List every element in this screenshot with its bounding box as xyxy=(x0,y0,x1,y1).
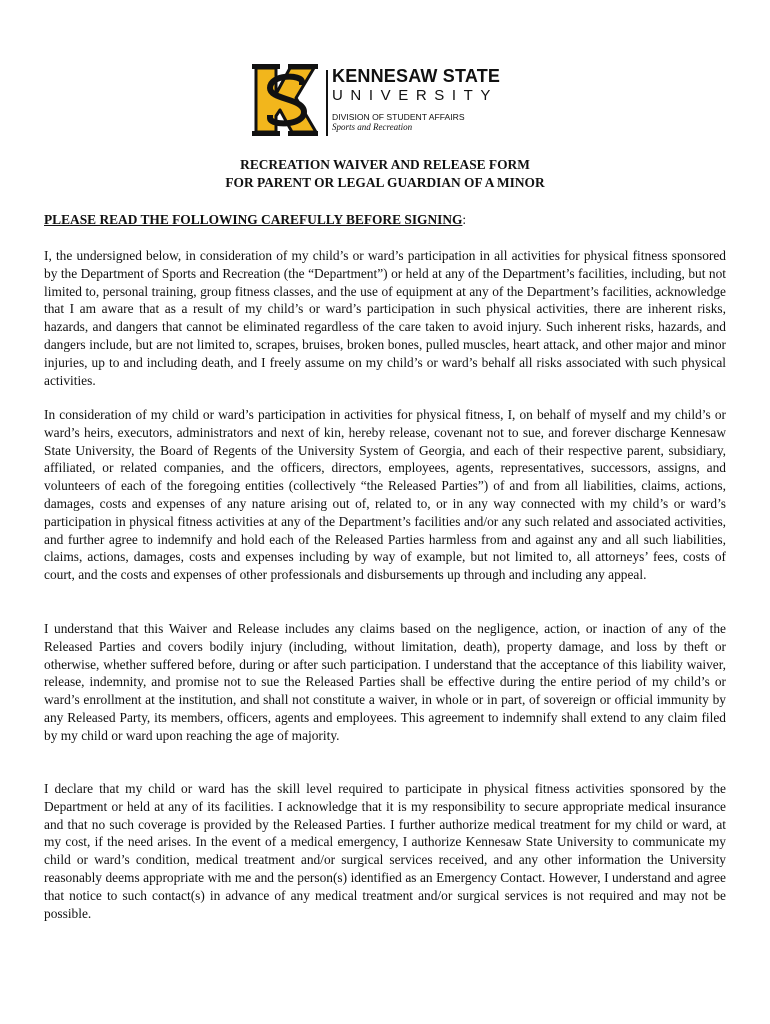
logo-wordmark xyxy=(332,66,532,132)
form-title-line1: RECREATION WAIVER AND RELEASE FORM xyxy=(240,157,530,172)
signing-instruction xyxy=(44,211,726,229)
logo-department: Sports and Recreation xyxy=(332,122,413,132)
paragraph-medical-authorization: I declare that my child or ward has the skill level required to participate in physical fitness activities sponsored by the Department or held at any of its facilities. I acknowledge that it is my responsibility to secure appropriate medical insurance and that no such coverage is provided by the Released Parties. I further authorize medical treatment for my child or ward, at my cost, if the need arises. In the event of a medical emergency, I authorize Kennesaw State University to communicate my child or ward’s condition, medical treatment and/or surgical services received, and any other information the University reasonably deems appropriate with me and the person(s) identified as an Emergency Contact. However, I understand and agree that notice to such contact(s) in advance of any medical treatment and/or surgical services is not required and may not be possible. xyxy=(44,781,726,921)
university-logo xyxy=(252,64,532,144)
logo-division: DIVISION OF STUDENT AFFAIRS xyxy=(332,112,465,122)
logo-university-word: UNIVERSITY xyxy=(332,87,499,104)
paragraph-release: In consideration of my child or ward’s participation in activities for physical fitness, I, on behalf of myself and my child’s or ward’s heirs, executors, administrators and next of kin, hereby release, covenant not to sue, and forever discharge Kennesaw State University, the Board of Regents of the University System of Georgia, and each of their respective parent, subsidiary, affiliated, or related companies, and the officers, directors, employees, agents, representatives, successors, assigns, and volunteers of each of the foregoing entities (collectively “the Released Parties”) of and from all liabilities, claims, actions, damages, costs and expenses of any nature arising out of, related to, or in any way connected with my child’s or ward’s participation in physical fitness activities at any of the Department’s facilities and/or any such related and associated activities, and further agree to indemnify and hold each of the Released Parties harmless from and against any and all such liabilities, claims, actions, damages, costs and expenses including by way of example, but not limited to, all attorneys’ fees, costs of court, and the costs and expenses of other professionals and disbursements up through and including any appeal. xyxy=(44,407,726,583)
paragraph-negligence-scope: I understand that this Waiver and Release includes any claims based on the negligence, action, or inaction of any of the Released Parties and covers bodily injury (including, without limitation, death), property damage, and loss by theft or otherwise, whether suffered before, during or after such participation. I understand that the acceptance of this liability waiver, release, indemnity, and promise not to sue the Released Parties shall be effective during the entire period of my child’s or ward’s enrollment at the institution, and shall not constitute a waiver, in whole or in part, of sovereign or official immunity by any Released Party, its members, officers, agents and employees. This agreement to indemnify shall extend to any claim filed by my child or ward upon reaching the age of majority. xyxy=(44,621,726,743)
logo-divider xyxy=(326,70,328,136)
instruction-colon: : xyxy=(462,212,467,227)
instruction-text: PLEASE READ THE FOLLOWING CAREFULLY BEFORE SIGNING xyxy=(44,212,463,227)
ksu-monogram-logo xyxy=(252,64,322,136)
logo-university-name: KENNESAW STATE xyxy=(332,66,501,86)
paragraph-risk-acknowledgement: I, the undersigned below, in consideration of my child’s or ward’s participation in all activities for physical fitness sponsored by the Department of Sports and Recreation (the “Department”) or held at any of the Department’s facilities, including, but not limited to, personal training, group fitness classes, and the use of equipment at any of the Department’s facilities, acknowledge that I am aware that as a result of my child’s or ward’s participation in such physical activities, there are inherent risks, hazards, and dangers that cannot be eliminated regardless of the care taken to avoid injury. Such inherent risks, hazards, and dangers include, but are not limited to, scrapes, bruises, broken bones, pulled muscles, heart attack, and other major and minor injuries, up to and including death, and I freely assume on my child’s or ward’s behalf all risks associated with such physical activities. xyxy=(44,248,726,388)
form-title xyxy=(0,156,770,192)
form-title-line2: FOR PARENT OR LEGAL GUARDIAN OF A MINOR xyxy=(225,175,545,190)
